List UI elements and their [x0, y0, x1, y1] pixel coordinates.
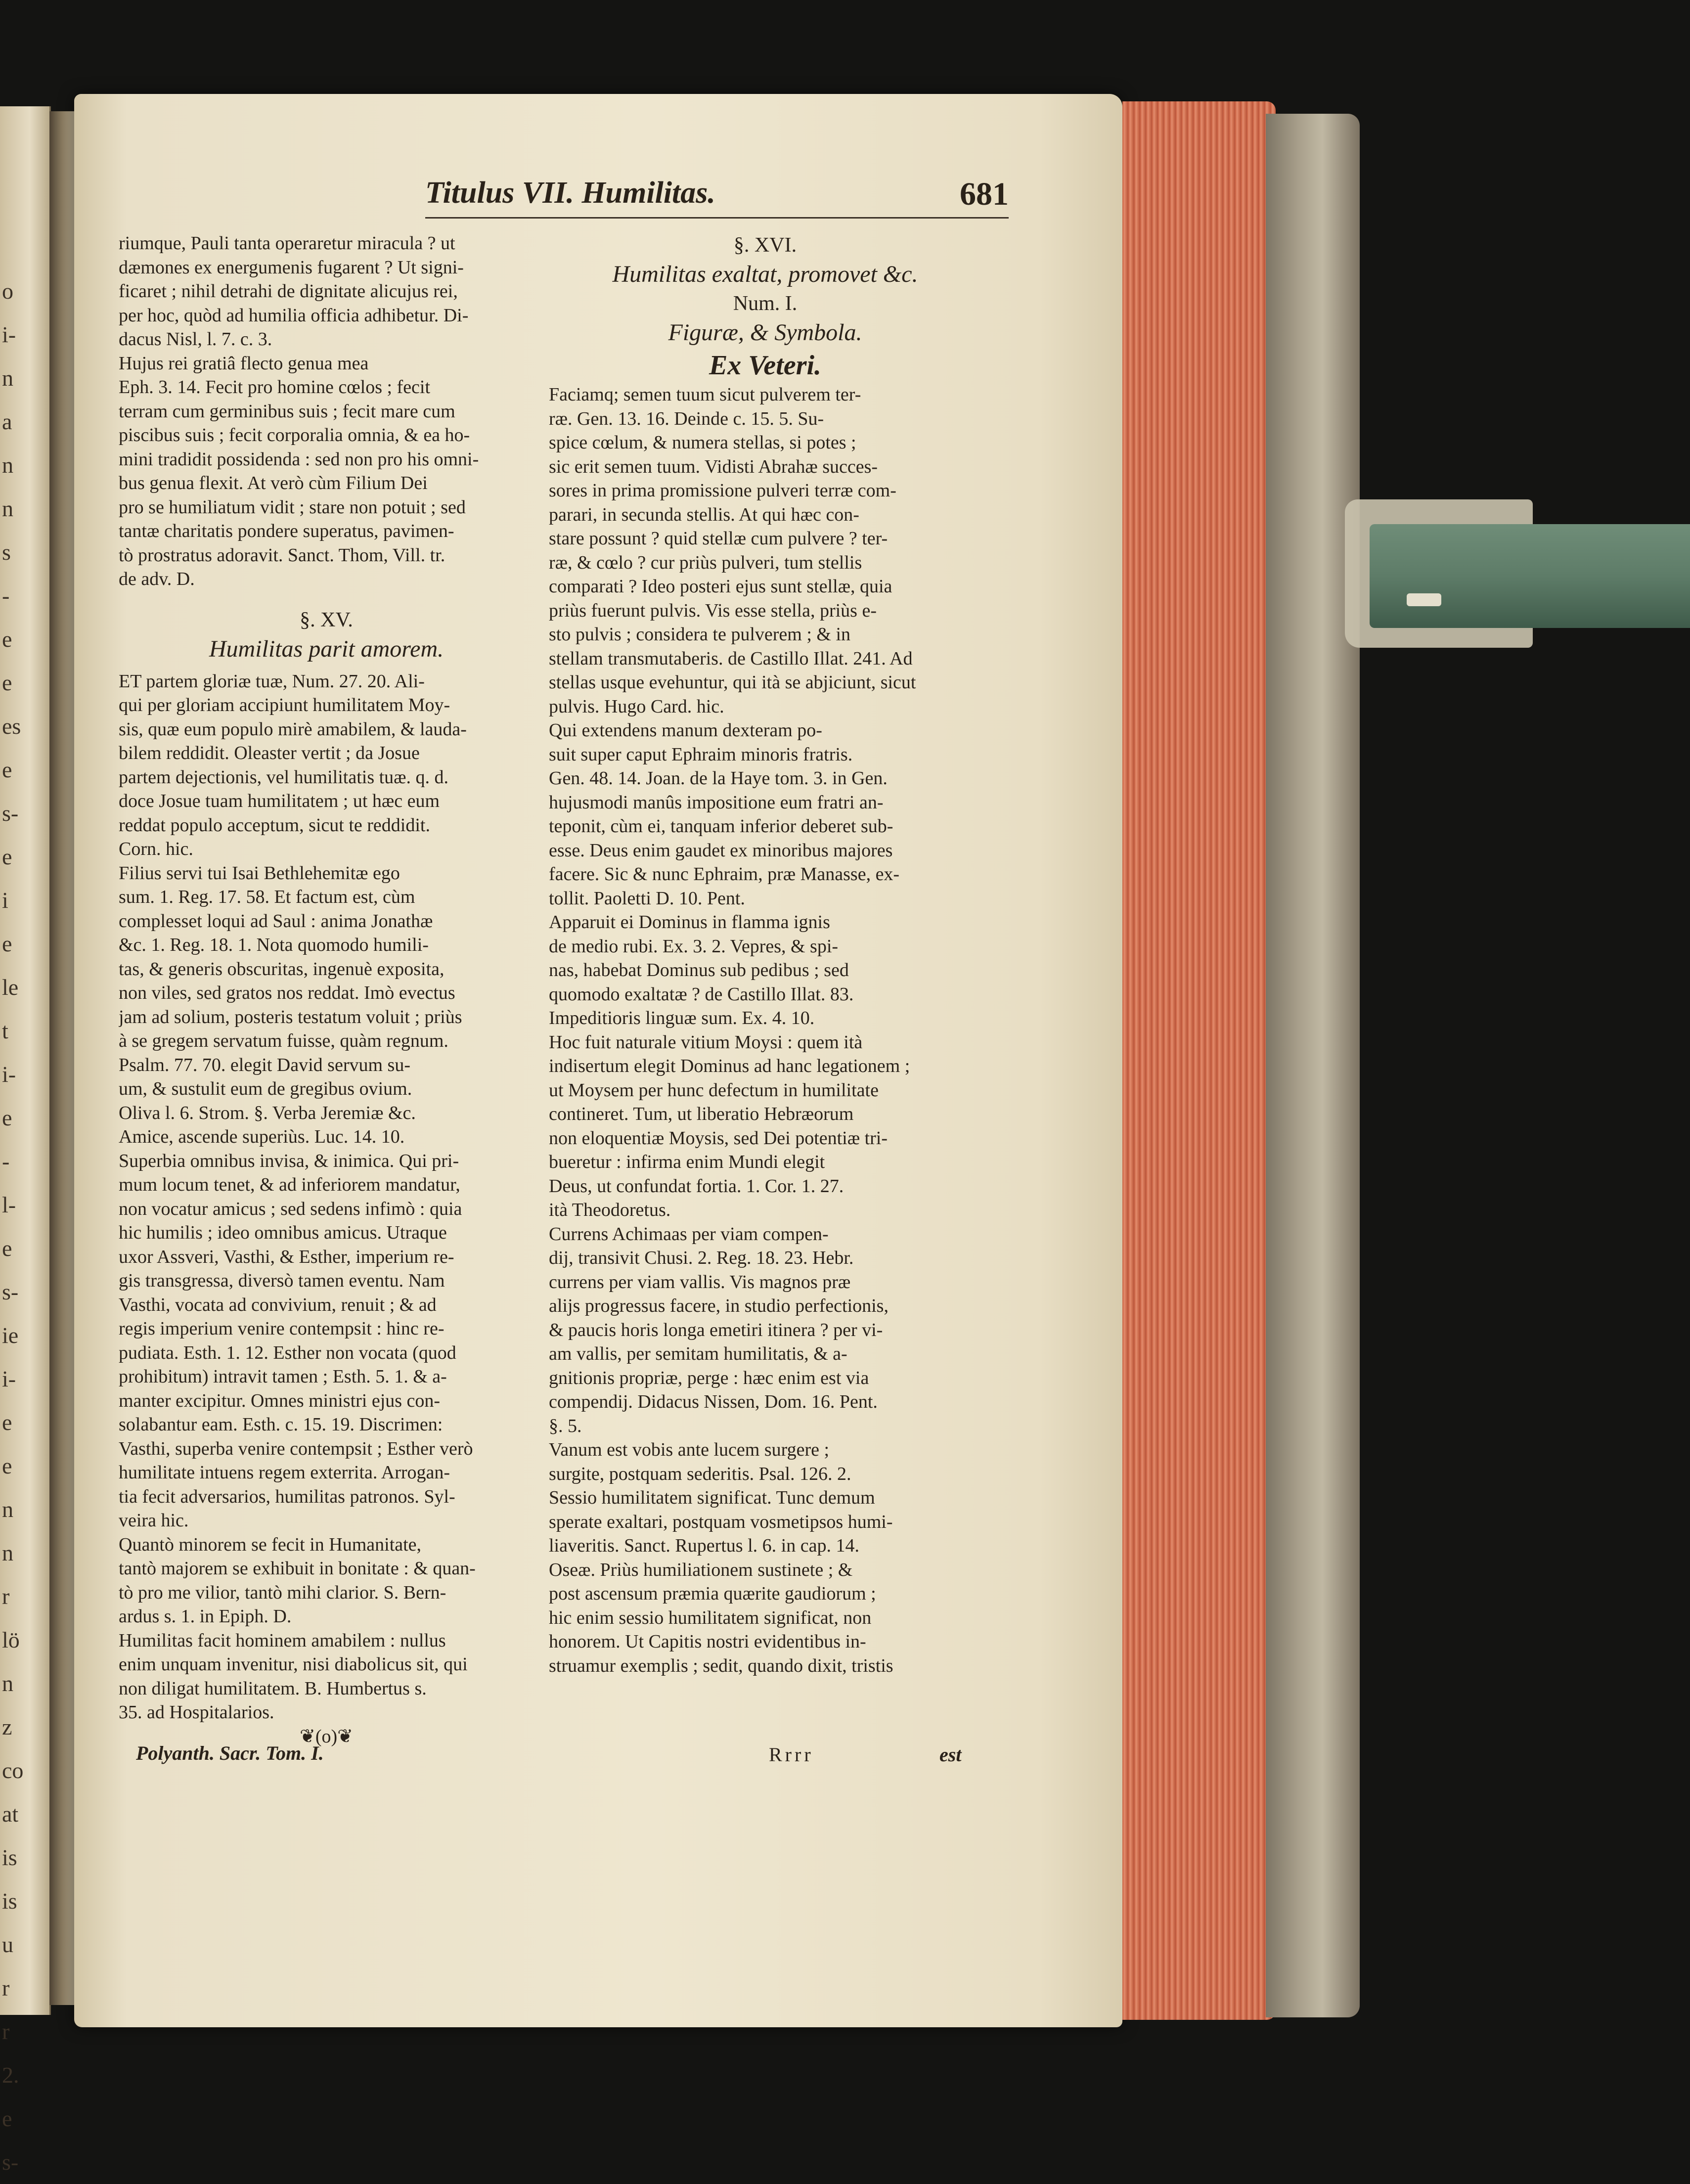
left-margin-fragment: e [2, 670, 12, 695]
left-margin-fragment: le [2, 975, 19, 1000]
text-line: Ex Veteri. [709, 350, 822, 381]
text-line: bilem reddidit. Oleaster vertit ; da Josue [119, 743, 420, 763]
left-margin-fragment: t [2, 1018, 8, 1043]
text-line: à se gregem servatum fuisse, quàm regnum. [119, 1030, 448, 1051]
left-margin-fragment: es [2, 713, 21, 739]
text-line: pro se humiliatum vidit ; stare non potuit ; sed [119, 496, 466, 518]
text-line: sores in prima promissione pulveri terræ com- [549, 480, 896, 501]
text-line: stellas usque evehuntur, qui ità se abjiciunt, sicut [549, 672, 916, 693]
text-line: sto pulvis ; considera te pulverem ; & in [549, 624, 851, 645]
text-line: non diligat humilitatem. B. Humbertus s. [119, 1678, 427, 1699]
text-line: §. XVI. [733, 234, 797, 257]
text-line: mini tradidit possidenda : sed non pro his omni- [119, 448, 479, 470]
left-margin-fragment: e [2, 1105, 12, 1130]
text-line: terram cum germinibus suis ; fecit mare cum [119, 401, 455, 422]
left-margin-fragment: co [2, 1758, 24, 1783]
text-line: hic humilis ; ideo omnibus amicus. Utraque [119, 1222, 447, 1243]
left-margin-fragment: is [2, 1888, 17, 1914]
left-margin-fragment: e [2, 757, 12, 782]
text-line: Corn. hic. [119, 839, 193, 859]
signature-line: Polyanth. Sacr. Tom. I. [136, 1742, 324, 1764]
text-line: tollit. Paoletti D. 10. Pent. [549, 888, 745, 909]
catchword: est [939, 1743, 962, 1766]
left-margin-fragment: - [2, 1149, 10, 1174]
text-line: dacus Nisl, l. 7. c. 3. [119, 329, 272, 350]
text-line: Eph. 3. 14. Fecit pro homine cœlos ; fecit [119, 377, 431, 398]
head-rule [425, 217, 1009, 219]
text-line: bus genua flexit. At verò cùm Filium Dei [119, 473, 428, 493]
text-line: esse. Deus enim gaudet ex minoribus majores [549, 840, 893, 861]
text-line: & paucis horis longa emetiri itinera ? per vi- [549, 1319, 883, 1340]
text-line: §. 5. [549, 1415, 582, 1436]
left-margin-fragment: i [2, 888, 8, 913]
text-line: stellam transmutaberis. de Castillo Illat. 241. Ad [549, 648, 913, 669]
left-margin-fragment: i- [2, 1366, 16, 1391]
left-margin-fragment: lö [2, 1627, 20, 1652]
text-line: pulvis. Hugo Card. hic. [549, 696, 724, 717]
text-line: Faciamq; semen tuum sicut pulverem ter- [549, 384, 861, 405]
text-line: jam ad solium, posteris testatum voluit ; priùs [119, 1006, 462, 1027]
text-line: liaveritis. Sanct. Rupertus l. 6. in cap. 14. [549, 1535, 859, 1556]
right-text-column [549, 231, 981, 1678]
text-line: dæmones ex energumenis fugarent ? Ut signi- [119, 257, 464, 278]
text-line: comparati ? Ideo posteri ejus sunt stellæ, quia [549, 576, 892, 597]
left-margin-fragment: r [2, 1584, 10, 1609]
text-line: gis transgressa, diversò tamen eventu. Nam [119, 1270, 445, 1291]
text-line: Humilitas parit amorem. [209, 635, 444, 662]
left-margin-fragment: r [2, 2019, 10, 2044]
text-line: Humilitas exaltat, promovet &c. [612, 261, 918, 287]
left-page-edge [0, 106, 51, 2175]
text-line: Amice, ascende superiùs. Luc. 14. 10. [119, 1126, 405, 1147]
text-line: non viles, sed gratos nos reddat. Imò evectus [119, 982, 455, 1003]
text-line: facere. Sic & nunc Ephraim, præ Manasse, ex- [549, 864, 900, 885]
text-line: sic erit semen tuum. Vidisti Abrahæ succes- [549, 456, 878, 477]
left-margin-fragment: ie [2, 1323, 19, 1348]
text-line: Qui extendens manum dexteram po- [549, 720, 822, 741]
text-line: solabantur eam. Esth. c. 15. 19. Discrimen: [119, 1414, 443, 1435]
text-line: humilitate intuens regem exterrita. Arrogan- [119, 1462, 450, 1483]
binding-board [1266, 114, 1360, 2017]
text-line: Hujus rei gratiâ flecto genua mea [119, 353, 369, 374]
left-margin-fragment: n [2, 1497, 13, 1522]
text-line: ità Theodoretus. [549, 1200, 671, 1220]
text-line: alijs progressus facere, in studio perfectionis, [549, 1295, 889, 1316]
text-line: quomodo exaltatæ ? de Castillo Illat. 83. [549, 983, 854, 1005]
text-line: doce Josue tuam humilitatem ; ut hæc eum [119, 791, 440, 811]
text-line: parari, in secunda stellis. At qui hæc con- [549, 504, 859, 525]
clasp-strap [1370, 524, 1690, 628]
left-margin-fragment: e [2, 931, 12, 956]
text-line: §. XV. [300, 608, 353, 631]
text-line: tò pro me vilior, tantò mihi clarior. S. Bern- [119, 1582, 446, 1603]
text-line: ET partem gloriæ tuæ, Num. 27. 20. Ali- [119, 670, 425, 692]
text-line: struamur exemplis ; sedit, quando dixit, tristis [549, 1655, 893, 1676]
left-margin-fragment: 2. [2, 2062, 19, 2088]
text-line: hic enim sessio humilitatem significat, non [549, 1607, 872, 1628]
text-line: Hoc fuit naturale vitium Moysi : quem ità [549, 1031, 863, 1053]
left-margin-fragment: u [2, 1932, 13, 1957]
left-margin-fragment: e [2, 844, 12, 869]
text-line: ardus s. 1. in Epiph. D. [119, 1606, 292, 1627]
text-line: veira hic. [119, 1510, 189, 1531]
text-line: Superbia omnibus invisa, & inimica. Qui pri- [119, 1150, 459, 1171]
text-line: uxor Assveri, Vasthi, & Esther, imperium re- [119, 1246, 454, 1267]
text-line: prohibitum) intravit tamen ; Esth. 5. 1. & a- [119, 1366, 447, 1387]
left-margin-fragment: - [2, 583, 10, 608]
left-page-text-fragments [2, 269, 37, 2184]
signature-mark: Rrrr [769, 1743, 814, 1766]
text-line: Impeditioris linguæ sum. Ex. 4. 10. [549, 1008, 815, 1028]
left-margin-fragment: e [2, 1453, 12, 1478]
text-line: compendij. Didacus Nissen, Dom. 16. Pent. [549, 1391, 878, 1412]
left-margin-fragment: a [2, 409, 12, 434]
left-margin-fragment: s- [2, 1279, 19, 1304]
left-margin-fragment: n [2, 1540, 13, 1565]
text-line: Apparuit ei Dominus in flamma ignis [549, 912, 830, 933]
text-line: qui per gloriam accipiunt humilitatem Moy- [119, 695, 450, 715]
text-line: gnitionis propriæ, perge : hæc enim est via [549, 1367, 869, 1388]
text-line: Deus, ut confundat fortia. 1. Cor. 1. 27. [549, 1175, 844, 1197]
text-line: contineret. Tum, ut liberatio Hebræorum [549, 1104, 854, 1124]
left-margin-fragment: n [2, 452, 13, 478]
text-line: tas, & generis obscuritas, ingenuè exposita, [119, 958, 445, 980]
text-line: de adv. D. [119, 569, 195, 589]
text-line: Quantò minorem se fecit in Humanitate, [119, 1534, 422, 1555]
left-margin-fragment: i- [2, 1062, 16, 1087]
text-line: Gen. 48. 14. Joan. de la Haye tom. 3. in Gen. [549, 768, 888, 789]
text-line: Sessio humilitatem significat. Tunc demum [549, 1487, 875, 1508]
text-line: complesset loqui ad Saul : anima Jonathæ [119, 910, 433, 932]
running-head [425, 176, 1009, 220]
text-line: suit super caput Ephraim minoris fratris. [549, 744, 853, 765]
running-title: Titulus VII. Humilitas. [425, 176, 715, 210]
left-margin-fragment: at [2, 1801, 19, 1827]
text-line: piscibus suis ; fecit corporalia omnia, & ea ho- [119, 425, 470, 446]
left-margin-fragment: r [2, 1975, 10, 2001]
text-line: ut Moysem per hunc defectum in humilitate [549, 1079, 879, 1101]
text-line: ❦(o)❦ [300, 1726, 353, 1747]
text-line: Filius servi tui Isai Bethlehemitæ ego [119, 862, 400, 884]
text-line: sis, quæ eum populo mirè amabilem, & lauda- [119, 718, 467, 740]
left-margin-fragment: is [2, 1845, 17, 1870]
text-line: spice cœlum, & numera stellas, si potes ; [549, 432, 856, 453]
text-line: tantæ charitatis pondere superatus, pavimen- [119, 521, 454, 541]
clasp-hole [1407, 593, 1441, 606]
text-line: tantò majorem se exhibuit in bonitate : & quan- [119, 1558, 476, 1579]
text-line: tò prostratus adoravit. Sanct. Thom, Vill. tr. [119, 544, 445, 566]
text-line: dij, transivit Chusi. 2. Reg. 18. 23. Hebr. [549, 1248, 854, 1268]
text-line: Psalm. 77. 70. elegit David servum su- [119, 1054, 410, 1075]
text-line: Vanum est vobis ante lucem surgere ; [549, 1439, 830, 1460]
text-line: teponit, cùm ei, tanquam inferior deberet sub- [549, 816, 893, 837]
text-line: reddat populo acceptum, sicut te reddidit. [119, 814, 430, 836]
text-line: Vasthi, superba venire contempsit ; Esther verò [119, 1438, 473, 1459]
text-line: Oseæ. Priùs humiliationem sustinete ; & [549, 1559, 853, 1580]
text-line: tia fecit adversarios, humilitas patronos. Syl- [119, 1486, 455, 1507]
left-margin-fragment: n [2, 1671, 13, 1696]
left-margin-fragment: o [2, 278, 13, 304]
text-line: manter excipitur. Omnes ministri ejus con- [119, 1390, 441, 1411]
text-line: post ascensum præmia quærite gaudiorum ; [549, 1583, 876, 1604]
text-line: Humilitas facit hominem amabilem : nullus [119, 1630, 446, 1651]
text-line: am vallis, per semitam humilitatis, & a- [549, 1343, 847, 1364]
text-line: sperate exaltari, postquam vosmetipsos humi- [549, 1511, 893, 1532]
text-line: &c. 1. Reg. 18. 1. Nota quomodo humili- [119, 935, 429, 955]
text-line: hujusmodi manûs impositione eum fratri an- [549, 792, 884, 813]
text-line: ræ. Gen. 13. 16. Deinde c. 15. 5. Su- [549, 408, 824, 429]
left-text-column [119, 231, 534, 1748]
text-line: priùs fuerunt pulvis. Vis esse stella, priùs e- [549, 600, 877, 621]
text-line: de medio rubi. Ex. 3. 2. Vepres, & spi- [549, 936, 839, 957]
text-line: Currens Achimaas per viam compen- [549, 1223, 829, 1245]
left-margin-fragment: z [2, 1714, 12, 1739]
text-line: partem dejectionis, vel humilitatis tuæ. q. d. [119, 766, 449, 788]
text-line: sum. 1. Reg. 17. 58. Et factum est, cùm [119, 887, 415, 907]
text-line: riumque, Pauli tanta operaretur miracula ? ut [119, 233, 455, 254]
text-line: 35. ad Hospitalarios. [119, 1702, 274, 1723]
text-line: ræ, & cœlo ? cur priùs pulveri, tum stellis [549, 552, 862, 573]
text-line: surgite, postquam sederitis. Psal. 126. 2. [549, 1463, 851, 1484]
text-line: currens per viam vallis. Vis magnos præ [549, 1271, 851, 1293]
text-line: indisertum elegit Dominus ad hanc legationem ; [549, 1056, 910, 1076]
left-margin-fragment: s [2, 539, 11, 565]
text-line: bueretur : infirma enim Mundi elegit [549, 1152, 825, 1172]
left-margin-fragment: n [2, 496, 13, 521]
left-margin-fragment: e [2, 1236, 12, 1261]
text-line: mum locum tenet, & ad inferiorem mandatur, [119, 1174, 460, 1195]
left-margin-fragment: n [2, 365, 13, 391]
text-line: honorem. Ut Capitis nostri evidentibus in- [549, 1631, 866, 1652]
text-line: pudiata. Esth. 1. 12. Esther non vocata (quod [119, 1342, 456, 1363]
text-line: nas, habebat Dominus sub pedibus ; sed [549, 960, 849, 981]
text-line: Oliva l. 6. Strom. §. Verba Jeremiæ &c. [119, 1102, 416, 1123]
text-line: um, & sustulit eum de gregibus ovium. [119, 1078, 412, 1099]
text-line: per hoc, quòd ad humilia officia adhibetur. Di- [119, 305, 469, 326]
text-line: Figuræ, & Symbola. [668, 319, 862, 346]
page-number: 681 [960, 176, 1009, 212]
text-line: non vocatur amicus ; sed sedens infimò : quia [119, 1198, 462, 1219]
text-line: Num. I. [733, 292, 798, 315]
left-margin-fragment: e [2, 626, 12, 652]
left-margin-fragment: s- [2, 801, 19, 826]
text-line: non eloquentiæ Moysis, sed Dei potentiæ tri- [549, 1127, 888, 1149]
page-fore-edge [1122, 101, 1276, 2020]
text-line: ficaret ; nihil detrahi de dignitate alicujus rei, [119, 281, 458, 302]
text-line: Vasthi, vocata ad convivium, renuit ; & ad [119, 1294, 437, 1315]
text-line: stare possunt ? quid stellæ cum pulvere ? ter- [549, 528, 888, 549]
left-margin-fragment: e [2, 2106, 12, 2131]
left-margin-fragment: e [2, 1410, 12, 1435]
text-line: enim unquam invenitur, nisi diabolicus sit, qui [119, 1654, 468, 1675]
left-margin-fragment: i- [2, 322, 16, 347]
left-margin-fragment: l- [2, 1192, 16, 1217]
left-margin-fragment: s- [2, 2149, 19, 2175]
text-line: regis imperium venire contempsit : hinc re- [119, 1318, 445, 1339]
